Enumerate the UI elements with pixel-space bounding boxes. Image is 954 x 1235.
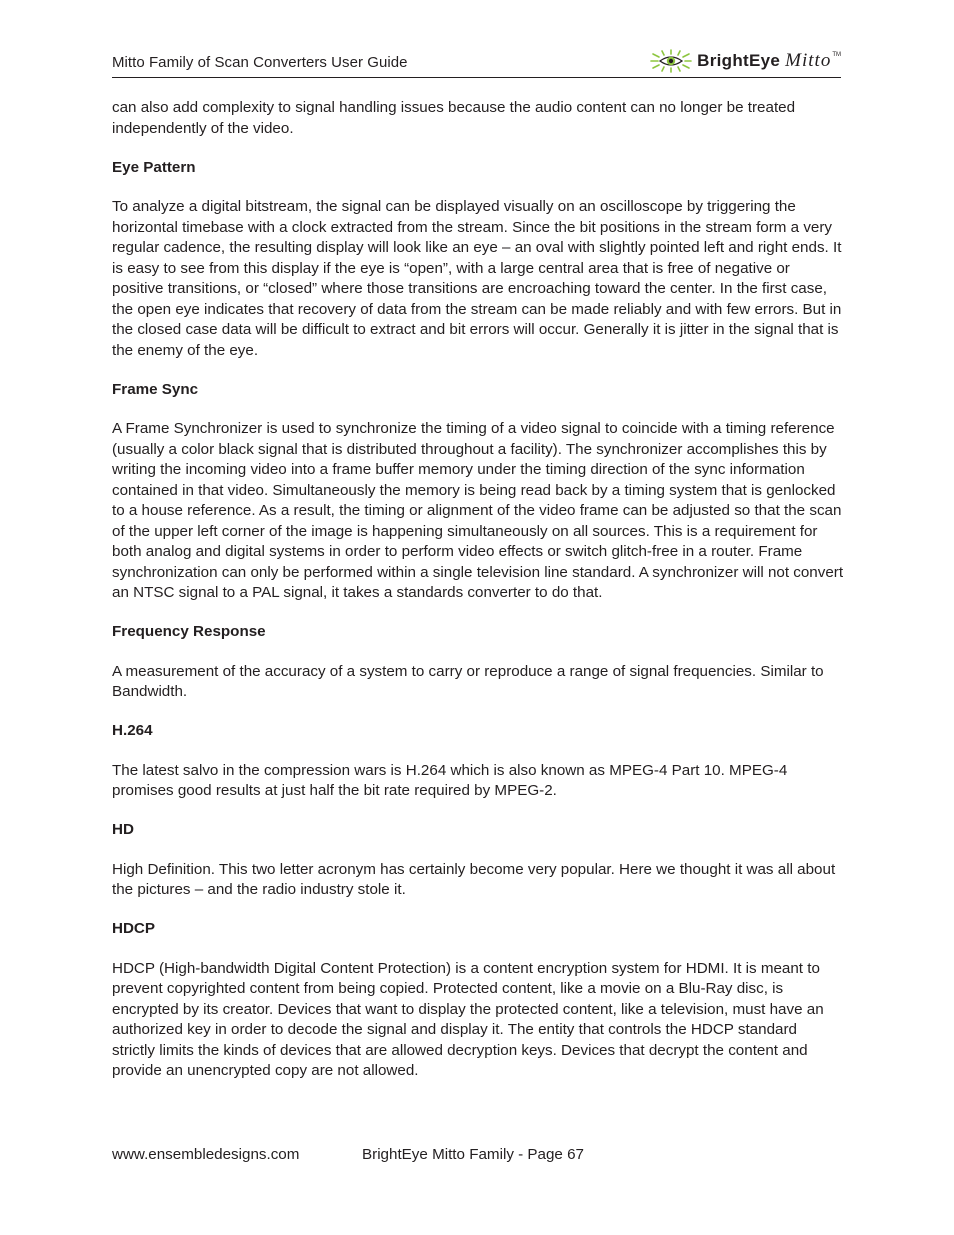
- eye-pattern-heading: Eye Pattern: [112, 158, 196, 176]
- eye-pattern-paragraph: To analyze a digital bitstream, the signal can be displayed visually on an oscilloscope by triggering the horizontal timebase with a clock extracted from the stream. Since the bit positions in the stream form a very regular cadence, the resulting display will look like an eye – an oval with slightly pointed left and right ends. It is easy to see from this display if the eye is “open”, with a large central area that is free of negative or positive transitions, or “closed” where those transitions are encroaching toward the center. In the first case, the open eye indicates that recovery of data from the stream can be made reliably and with few errors. But in the closed case data will be difficult to extract and bit errors will occur. Generally it is jitter in the signal that is the enemy of the eye.: [112, 198, 842, 359]
- brighteye-logo: [649, 48, 841, 74]
- frequency-response-paragraph: A measurement of the accuracy of a system to carry or reproduce a range of signal frequencies. Similar to Bandwidth.: [112, 662, 824, 700]
- logo-brighteye-text: BrightEye: [697, 51, 781, 70]
- eye-logo-icon: [649, 49, 693, 73]
- intro-paragraph: can also add complexity to signal handling issues because the audio content can no longer be treated independently of the video.: [112, 99, 796, 137]
- document-title: Mitto Family of Scan Converters User Guide: [112, 54, 408, 71]
- hdcp-paragraph: HDCP (High-bandwidth Digital Content Protection) is a content encryption system for HDMI. It is meant to prevent copyrighted content from being copied. Protected content, like a movie on a Blu-Ray disc, is encrypted by its creator. Devices that want to display the protected content, like a television, must have an authorized key in order to decode the signal and display it. The entity that controls the HDCP standard strictly limits the kinds of devices that are allowed decryption keys. Devices that decrypt the content and provide an unencrypted copy are not allowed.: [112, 959, 824, 1079]
- page-number-label: BrightEye Mitto Family - Page 67: [362, 1146, 584, 1163]
- frequency-response-heading: Frequency Response: [112, 623, 266, 640]
- h264-heading: H.264: [112, 722, 153, 739]
- hdcp-heading: HDCP: [112, 920, 156, 937]
- logo-trademark: TM: [832, 52, 841, 58]
- website-link[interactable]: www.ensembledesigns.com: [112, 1146, 300, 1163]
- hd-heading: HD: [112, 821, 134, 838]
- page-content: [112, 98, 844, 1100]
- logo-mitto-text: Mitto: [785, 50, 832, 71]
- h264-paragraph: The latest salvo in the compression wars is H.264 which is also known as MPEG-4 Part 10. MPEG-4 promises good results at just half the bit rate required by MPEG-2.: [112, 761, 788, 799]
- page-header: [112, 46, 841, 78]
- frame-sync-paragraph: A Frame Synchronizer is used to synchronize the timing of a video signal to coincide with a timing reference (usually a color black signal that is distributed throughout a facility). The synchronizer accomplishes this by writing the incoming video into a frame buffer memory under the timing direction of the sync information contained in that video. Simultaneously the memory is being read back by a timing system that is genlocked to a house reference. As a result, the timing or alignment of the video frame can be adjusted so that the scan of the upper left corner of the image is happening simultaneously on all sources. This is a requirement for both analog and digital systems in order to perform video effects or switch glitch-free in a router. Frame synchronization can only be performed within a single television line standard. A synchronizer will not convert an NTSC signal to a PAL signal, it takes a standards converter to do that.: [112, 420, 844, 601]
- frame-sync-heading: Frame Sync: [112, 380, 199, 398]
- hd-paragraph: High Definition. This two letter acronym has certainly become very popular. Here we thought it was all about the pictures – and the radio industry stole it.: [112, 860, 836, 898]
